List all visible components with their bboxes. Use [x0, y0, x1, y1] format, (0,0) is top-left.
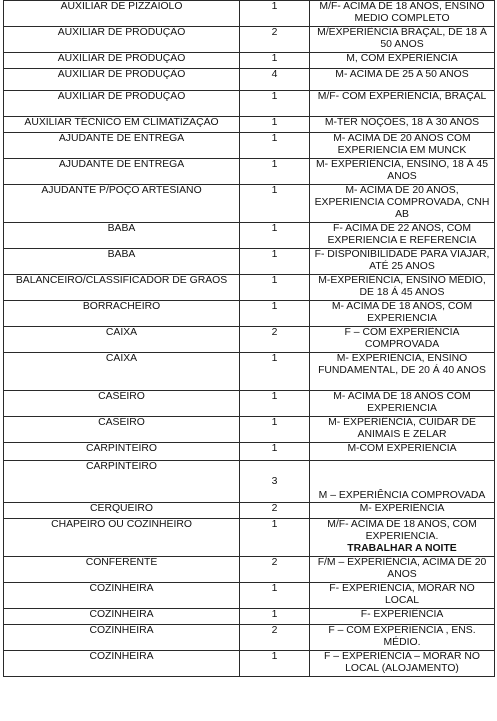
requirements: F – COM EXPERIENCIA , ENS. MÉDIO. [310, 625, 495, 651]
vacancy-count: 1 [240, 275, 310, 301]
vacancy-count: 1 [240, 583, 310, 609]
requirements: M- EXPERIÊNCIA [310, 503, 495, 519]
job-title: CERQUEIRO [4, 503, 240, 519]
requirements: F/M – EXPERIÊNCIA, ACIMA DE 20 ANOS [310, 557, 495, 583]
table-row [4, 133, 495, 159]
vacancy-count: 1 [240, 159, 310, 185]
job-title: AUXILIAR DE PIZZAIOLO [4, 1, 240, 27]
table-row [4, 159, 495, 185]
vacancy-count: 1 [240, 443, 310, 461]
job-title: CAIXA [4, 353, 240, 391]
requirements: M- ACIMA DE 18 ANOS, COM EXPERIENCIA [310, 301, 495, 327]
requirements: M- EXPERIÊNCIA, ENSINO FUNDAMENTAL, DE 20 Á 40 ANOS [310, 353, 495, 391]
requirements: M- ACIMA DE 20 ANOS COM EXPERIENCIA EM MUNCK [310, 133, 495, 159]
requirements: M/F- ACIMA DE 18 ANOS, ENSINO MEDIO COMPLETO [310, 1, 495, 27]
table-row [4, 91, 495, 117]
vacancy-count: 1 [240, 417, 310, 443]
table-row [4, 503, 495, 519]
requirements-note: TRABALHAR A NOITE [347, 543, 457, 554]
vacancy-count: 2 [240, 27, 310, 53]
requirements: F- EXPERIÊNCIA, MORAR NO LOCAL [310, 583, 495, 609]
requirements: M – EXPERIÊNCIA COMPROVADA [310, 461, 495, 503]
vacancy-count: 1 [240, 391, 310, 417]
vacancy-count: 4 [240, 69, 310, 91]
table-row [4, 443, 495, 461]
table-row [4, 53, 495, 69]
requirements: M- EXPERIÊNCIA, ENSINO, 18 Á 45 ANOS [310, 159, 495, 185]
requirements: M-COM EXPERIENCIA [310, 443, 495, 461]
table-row [4, 417, 495, 443]
table-row [4, 27, 495, 53]
requirements: M/F- COM EXPERIENCIA, BRAÇAL [310, 91, 495, 117]
vacancy-count: 1 [240, 53, 310, 69]
job-title: AUXILIAR DE PRODUÇÃO [4, 69, 240, 91]
requirements: F – COM EXPERIÊNCIA COMPROVADA [310, 327, 495, 353]
job-vacancy-table [3, 0, 495, 677]
job-title: CASEIRO [4, 417, 240, 443]
job-title: BABA [4, 223, 240, 249]
table-row [4, 223, 495, 249]
requirements: M-EXPERIÊNCIA, ENSINO MÉDIO, DE 18 Á 45 ANOS [310, 275, 495, 301]
vacancy-count: 1 [240, 353, 310, 391]
job-title: BABA [4, 249, 240, 275]
job-title: AUXILIAR TÉCNICO EM CLIMATIZAÇÃO [4, 117, 240, 133]
table-row [4, 69, 495, 91]
table-row [4, 185, 495, 223]
requirements: M- ACIMA DE 18 ANOS COM EXPERIENCIA [310, 391, 495, 417]
job-title: AJUDANTE DE ENTREGA [4, 133, 240, 159]
job-title: AUXILIAR DE PRODUÇÃO [4, 53, 240, 69]
job-title: COZINHEIRA [4, 583, 240, 609]
table-row [4, 1, 495, 27]
job-title: COZINHEIRA [4, 609, 240, 625]
table-row [4, 353, 495, 391]
job-title: CAIXA [4, 327, 240, 353]
table-row [4, 275, 495, 301]
vacancy-count: 2 [240, 557, 310, 583]
requirements: M-TER NOÇÕES, 18 Á 30 ANOS [310, 117, 495, 133]
vacancy-count: 1 [240, 609, 310, 625]
vacancy-count: 2 [240, 503, 310, 519]
table-row [4, 519, 495, 557]
table-row [4, 249, 495, 275]
job-title: AUXILIAR DE PRODUÇÃO [4, 27, 240, 53]
job-title: AUXILIAR DE PRODUÇÃO [4, 91, 240, 117]
table-row [4, 625, 495, 651]
vacancy-count: 1 [240, 519, 310, 557]
job-title: BALANCEIRO/CLASSIFICADOR DE GRÃOS [4, 275, 240, 301]
requirements: M- ACIMA DE 20 ANOS, EXPERIENCIA COMPROVADA, CNH AB [310, 185, 495, 223]
table-row [4, 583, 495, 609]
vacancy-count: 1 [240, 91, 310, 117]
job-title: CHAPEIRO OU COZINHEIRO [4, 519, 240, 557]
table-row [4, 557, 495, 583]
vacancy-count: 1 [240, 1, 310, 27]
requirements: F- EXPERIÊNCIA [310, 609, 495, 625]
vacancy-count: 2 [240, 625, 310, 651]
job-title: COZINHEIRA [4, 625, 240, 651]
job-title: CASEIRO [4, 391, 240, 417]
table-row [4, 651, 495, 677]
requirements: F – EXPERIÊNCIA – MORAR NO LOCAL (ALOJAMENTO) [310, 651, 495, 677]
requirements: M/EXPERIÊNCIA BRAÇAL, DE 18 Á 50 ANOS [310, 27, 495, 53]
vacancy-count: 1 [240, 301, 310, 327]
vacancy-count: 1 [240, 223, 310, 249]
requirements-cell [310, 519, 495, 557]
requirements: M- ACIMA DE 25 A 50 ANOS [310, 69, 495, 91]
table-row [4, 117, 495, 133]
vacancy-count: 1 [240, 249, 310, 275]
vacancy-count: 1 [240, 133, 310, 159]
requirements: F- DISPONIBILIDADE PARA VIAJAR, ATÉ 25 ANOS [310, 249, 495, 275]
job-title: CARPINTEIRO [4, 461, 240, 503]
job-title: CARPINTEIRO [4, 443, 240, 461]
requirements: M/F- ACIMA DE 18 ANOS, COM EXPERIENCIA. [327, 519, 477, 542]
table-row [4, 391, 495, 417]
vacancy-count: 2 [240, 327, 310, 353]
job-title: CONFERENTE [4, 557, 240, 583]
vacancy-count: 1 [240, 651, 310, 677]
vacancy-count: 1 [240, 185, 310, 223]
requirements: M, COM EXPERIÊNCIA [310, 53, 495, 69]
table-row [4, 301, 495, 327]
job-title: COZINHEIRA [4, 651, 240, 677]
table-row [4, 609, 495, 625]
table-row [4, 461, 495, 503]
job-title: BORRACHEIRO [4, 301, 240, 327]
job-title: AJUDANTE P/POÇO ARTESIANO [4, 185, 240, 223]
vacancy-count: 1 [240, 117, 310, 133]
requirements: F- ACIMA DE 22 ANOS, COM EXPERIENCIA E REFERENCIA [310, 223, 495, 249]
table-row [4, 327, 495, 353]
vacancy-count: 3 [240, 461, 310, 503]
job-title: AJUDANTE DE ENTREGA [4, 159, 240, 185]
requirements: M- EXPERIÊNCIA, CUIDAR DE ANIMAIS E ZELAR [310, 417, 495, 443]
